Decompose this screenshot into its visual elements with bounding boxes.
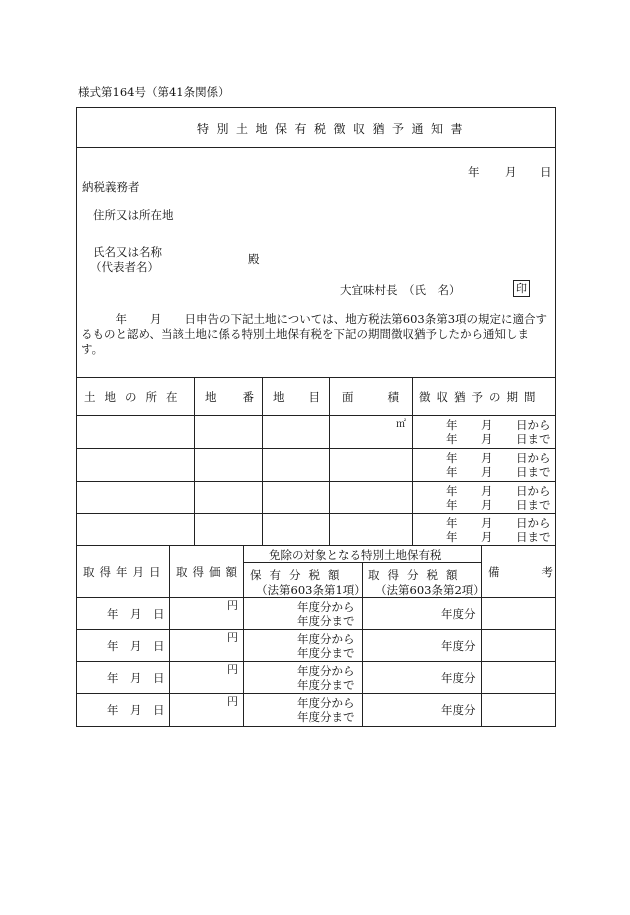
period-to-year: 年 <box>446 465 458 479</box>
period-from-day: 日から <box>516 451 551 465</box>
land-row-line <box>76 481 556 482</box>
acq-date-month: 月 <box>130 607 142 621</box>
title-divider <box>76 147 556 148</box>
land-header-bottom <box>76 415 556 416</box>
land-header-area: 面積 <box>342 390 433 404</box>
acq-row-line <box>76 661 556 662</box>
land-row-line <box>76 513 556 514</box>
date-month: 月 <box>505 165 517 179</box>
period-to-day: 日まで <box>516 498 551 512</box>
land-col-line <box>194 377 195 545</box>
acq-tax-year: 年度分 <box>441 607 476 621</box>
acq-date-year: 年 <box>107 607 119 621</box>
honorific: 殿 <box>248 252 260 266</box>
period-to-day: 日まで <box>516 432 551 446</box>
hold-to: 年度分まで <box>297 614 355 628</box>
period-to-year: 年 <box>446 530 458 544</box>
name-label: 氏名又は名称 <box>93 245 162 259</box>
period-to-year: 年 <box>446 432 458 446</box>
period-from-year: 年 <box>446 516 458 530</box>
period-from-year: 年 <box>446 418 458 432</box>
acq-price-yen: 円 <box>227 631 238 644</box>
acq-header-hold: 保有分税額 <box>250 568 348 582</box>
acq-date-year: 年 <box>107 703 119 717</box>
period-to-day: 日まで <box>516 530 551 544</box>
acq-date-year: 年 <box>107 639 119 653</box>
seal-box: 印 <box>513 280 530 297</box>
period-to-year: 年 <box>446 498 458 512</box>
period-from-month: 月 <box>481 418 493 432</box>
period-from-day: 日から <box>516 484 551 498</box>
period-to-day: 日まで <box>516 465 551 479</box>
acq-header-acq-law: （法第603条第2項） <box>375 583 485 597</box>
period-from-month: 月 <box>481 484 493 498</box>
hold-to: 年度分まで <box>297 646 355 660</box>
period-from-year: 年 <box>446 451 458 465</box>
acq-date-month: 月 <box>130 671 142 685</box>
period-from-year: 年 <box>446 484 458 498</box>
period-from-day: 日から <box>516 418 551 432</box>
form-title: 特別土地保有税徴収猶予通知書 <box>197 122 471 136</box>
acq-header-price: 取得価額 <box>176 565 242 579</box>
mayor-title: 大宜味村長 <box>340 283 398 297</box>
acq-col-line <box>481 545 482 727</box>
acq-col-line <box>243 545 244 727</box>
land-row-line <box>76 448 556 449</box>
mayor-name-field: （氏 名） <box>403 283 461 297</box>
land-header-lot: 地番 <box>205 390 280 404</box>
acq-date-year: 年 <box>107 671 119 685</box>
acq-price-yen: 円 <box>227 695 238 708</box>
acq-header-remarks: 備考 <box>488 565 595 579</box>
acq-header-group: 免除の対象となる特別土地保有税 <box>269 548 442 562</box>
period-to-month: 月 <box>481 530 493 544</box>
representative-label: （代表者名） <box>90 260 159 274</box>
date-year: 年 <box>468 165 480 179</box>
hold-from: 年度分から <box>297 600 355 614</box>
acq-header-date: 取得年月日 <box>83 565 166 579</box>
hold-from: 年度分から <box>297 632 355 646</box>
notice-paragraph: 年 月 日申告の下記土地については、地方税法第603条第3項の規定に適合するものと認め、当該土地に係る特別土地保有税を下記の期間徴収猶予したから通知します。 <box>81 312 548 356</box>
period-to-month: 月 <box>481 432 493 446</box>
land-table-top <box>76 377 556 378</box>
acq-price-yen: 円 <box>227 663 238 676</box>
acq-date-month: 月 <box>130 639 142 653</box>
hold-from: 年度分から <box>297 664 355 678</box>
acq-header-bottom <box>76 597 556 598</box>
acq-tax-year: 年度分 <box>441 639 476 653</box>
acq-row-line <box>76 693 556 694</box>
acq-row-line <box>76 629 556 630</box>
taxpayer-label: 納税義務者 <box>82 180 140 194</box>
address-label: 住所又は所在地 <box>93 208 174 222</box>
acq-price-yen: 円 <box>227 599 238 612</box>
acq-date-day: 日 <box>153 703 165 717</box>
period-from-day: 日から <box>516 516 551 530</box>
period-from-month: 月 <box>481 451 493 465</box>
hold-from: 年度分から <box>297 696 355 710</box>
acq-date-month: 月 <box>130 703 142 717</box>
acq-tax-year: 年度分 <box>441 703 476 717</box>
hold-to: 年度分まで <box>297 678 355 692</box>
land-table-bottom <box>76 545 556 546</box>
land-header-location: 土地の所在 <box>84 390 187 404</box>
form-number-label: 様式第164号（第41条関係） <box>78 85 230 99</box>
land-header-period: 徴収猶予の期間 <box>419 390 542 404</box>
acq-col-line <box>169 545 170 727</box>
period-from-month: 月 <box>481 516 493 530</box>
period-to-month: 月 <box>481 465 493 479</box>
hold-to: 年度分まで <box>297 710 355 724</box>
acq-date-day: 日 <box>153 607 165 621</box>
acq-group-divider <box>243 562 481 563</box>
acq-header-hold-law: （法第603条第1項） <box>256 583 366 597</box>
date-day: 日 <box>540 165 552 179</box>
acq-tax-year: 年度分 <box>441 671 476 685</box>
acq-date-day: 日 <box>153 671 165 685</box>
period-to-month: 月 <box>481 498 493 512</box>
land-header-category: 地目 <box>273 390 344 404</box>
area-unit: ㎡ <box>396 419 406 430</box>
acq-header-acq: 取得分税額 <box>368 568 466 582</box>
acq-date-day: 日 <box>153 639 165 653</box>
